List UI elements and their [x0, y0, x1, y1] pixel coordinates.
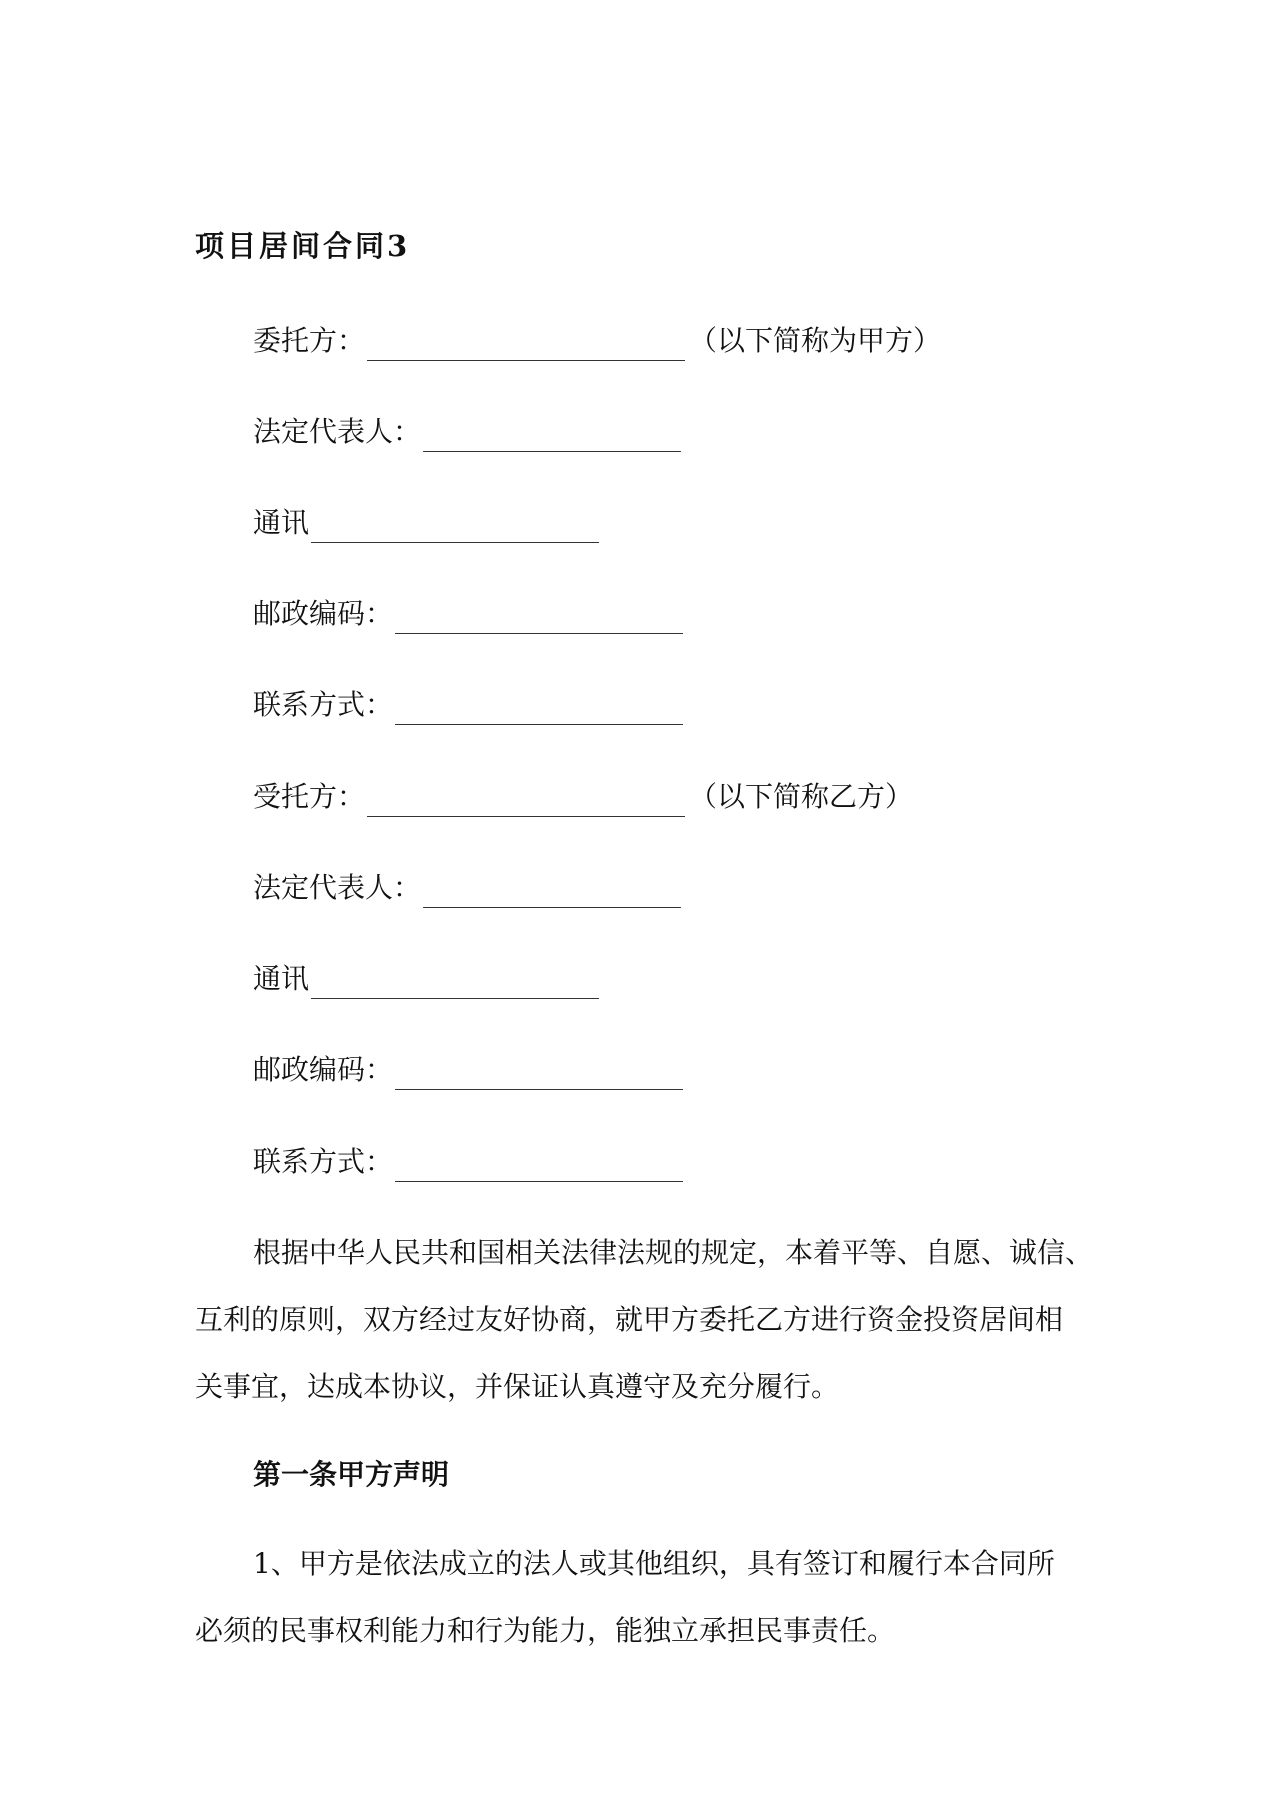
party-a-client-suffix: （以下简称为甲方）: [689, 324, 942, 357]
party-a-contact-label: 联系方式：: [253, 688, 394, 721]
party-a-contact-row: [253, 685, 687, 725]
party-a-postcode-label: 邮政编码：: [253, 597, 394, 630]
party-b-address-blank: [311, 968, 599, 999]
party-a-legal-rep-label: 法定代表人：: [253, 415, 422, 448]
party-b-trustee-row: [253, 777, 913, 817]
preamble-line-1: 根据中华人民共和国相关法律法规的规定，本着平等、自愿、诚信、: [253, 1236, 1094, 1269]
party-a-address-row: [253, 503, 603, 543]
party-a-postcode-blank: [395, 603, 683, 634]
party-b-contact-row: [253, 1142, 687, 1182]
party-b-postcode-blank: [395, 1059, 683, 1090]
party-b-contact-label: 联系方式：: [253, 1145, 394, 1178]
party-b-contact-blank: [395, 1151, 683, 1182]
party-b-legal-rep-row: [253, 868, 685, 908]
party-b-postcode-label: 邮政编码：: [253, 1053, 394, 1086]
party-a-legal-rep-row: [253, 412, 685, 452]
party-b-trustee-suffix: （以下简称乙方）: [689, 780, 914, 813]
preamble-line-2: 互利的原则，双方经过友好协商，就甲方委托乙方进行资金投资居间相: [195, 1303, 1064, 1336]
party-a-address-label: 通讯: [253, 506, 310, 539]
party-a-contact-blank: [395, 694, 683, 725]
document-title: 项目居间合同3: [195, 229, 411, 263]
party-b-trustee-blank: [367, 786, 685, 817]
party-b-legal-rep-label: 法定代表人：: [253, 871, 422, 904]
party-b-postcode-row: [253, 1050, 687, 1090]
party-a-postcode-row: [253, 594, 687, 634]
article-1-heading: 第一条甲方声明: [253, 1458, 450, 1491]
party-a-client-row: [253, 321, 941, 361]
article-1-clause-1-line-1: 1、甲方是依法成立的法人或其他组织，具有签订和履行本合同所: [253, 1547, 1055, 1580]
party-b-address-label: 通讯: [253, 962, 310, 995]
party-a-address-blank: [311, 512, 599, 543]
preamble-line-3: 关事宜，达成本协议，并保证认真遵守及充分履行。: [195, 1370, 840, 1403]
party-b-legal-rep-blank: [423, 877, 681, 908]
party-a-client-blank: [367, 330, 685, 361]
party-a-client-label: 委托方：: [253, 324, 366, 357]
party-b-trustee-label: 受托方：: [253, 780, 366, 813]
party-a-legal-rep-blank: [423, 421, 681, 452]
article-1-clause-1-line-2: 必须的民事权利能力和行为能力，能独立承担民事责任。: [195, 1614, 896, 1647]
party-b-address-row: [253, 959, 603, 999]
